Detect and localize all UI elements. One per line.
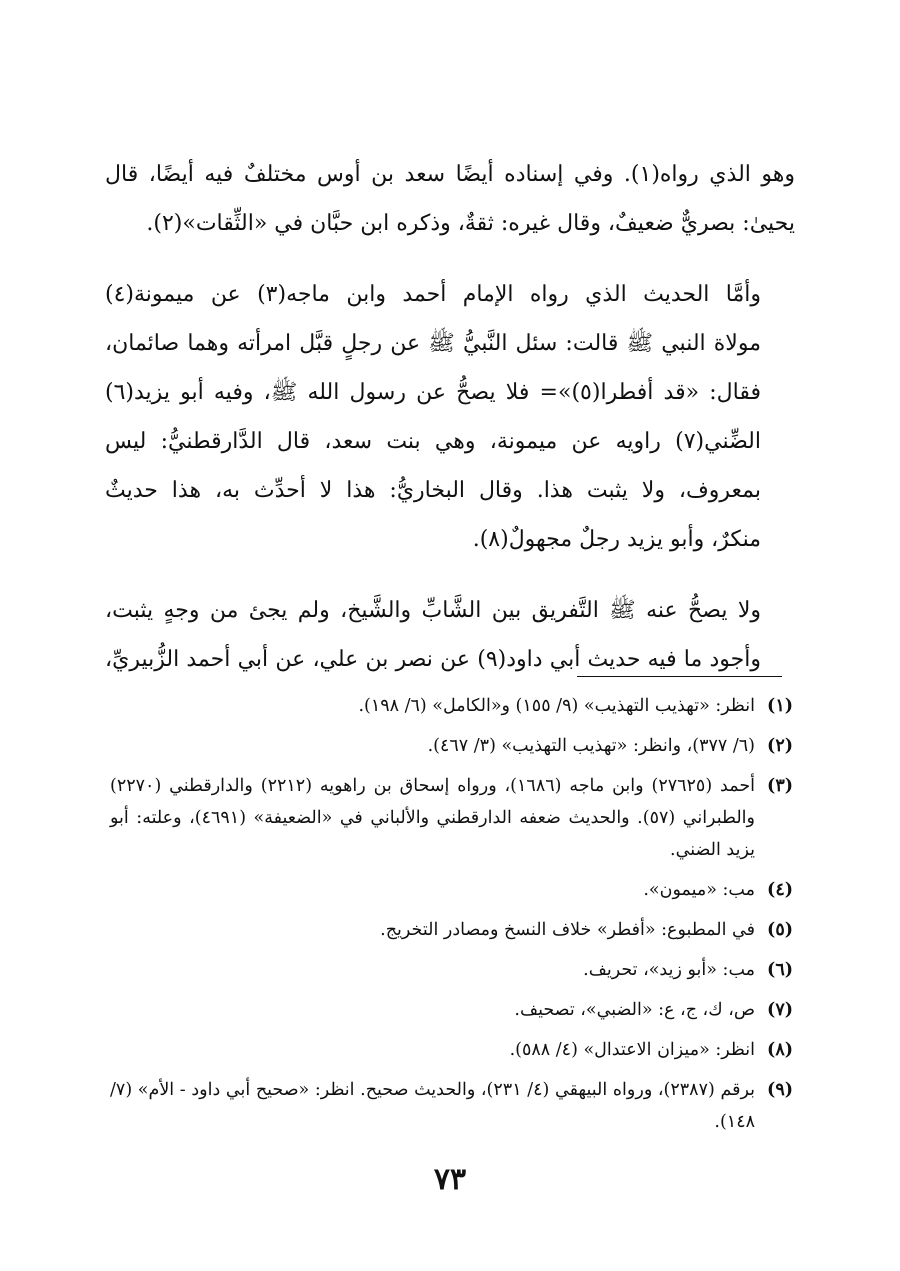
footnote-item — [110, 1034, 793, 1066]
footnote-item — [110, 874, 793, 906]
paragraph-3 — [105, 586, 795, 684]
main-text — [105, 150, 795, 706]
text-line: يحيىٰ: بصريٌّ ضعيفٌ، وقال غيره: ثقةٌ، وذكره ابن حبَّان في «الثِّقات»(٢). — [146, 211, 795, 236]
footnote-item — [110, 954, 793, 986]
paragraph-1 — [105, 150, 795, 248]
footnote-number: (٩) — [767, 1080, 793, 1100]
footnote-number: (٨) — [767, 1040, 793, 1060]
paragraph-2 — [105, 270, 795, 564]
text-line: مولاة النبي ﷺ قالت: سئل النَّبيُّ ﷺ عن رجلٍ قبَّل امرأته وهما صائمان، — [105, 331, 761, 356]
footnote-item — [110, 914, 793, 946]
footnote-number: (٤) — [767, 880, 793, 900]
footnote-number: (٢) — [767, 736, 793, 756]
footnote-number: (٧) — [767, 1000, 793, 1020]
footnotes — [110, 690, 793, 1146]
page-number: ٧٣ — [433, 1162, 467, 1197]
footnote-number: (٥) — [767, 920, 793, 940]
footnote-number: (٣) — [767, 776, 793, 796]
footnote-text: مب: «أبو زيد»، تحريف. — [583, 960, 755, 980]
text-line: الضِّني(٧) راويه عن ميمونة، وهي بنت سعد، قال الدَّارقطنيُّ: ليس — [105, 429, 761, 454]
footnote-item — [110, 730, 793, 762]
text-line: منكرٌ، وأبو يزيد رجلٌ مجهولٌ(٨). — [472, 527, 761, 552]
footnote-text: انظر: «ميزان الاعتدال» (٤/ ٥٨٨). — [509, 1040, 755, 1060]
footnote-item — [110, 770, 793, 866]
footnote-text: برقم (٢٣٨٧)، ورواه البيهقي (٤/ ٢٣١)، والحديث صحيح. انظر: «صحيح أبي داود - الأم» (٧/ ١٤٨). — [110, 1080, 755, 1132]
text-line: ولا يصحُّ عنه ﷺ التَّفريق بين الشَّابِّ والشَّيخ، ولم يجئ من وجهٍ يثبت، — [105, 598, 761, 623]
footnote-text: في المطبوع: «أفطر» خلاف النسخ ومصادر التخريج. — [380, 920, 755, 940]
footnote-text: (٦/ ٣٧٧)، وانظر: «تهذيب التهذيب» (٣/ ٤٦٧). — [427, 736, 755, 756]
footnote-item — [110, 994, 793, 1026]
footnote-separator — [577, 676, 782, 677]
text-line: وأجود ما فيه حديث أبي داود(٩) عن نصر بن علي، عن أبي أحمد الزُّبيريِّ، — [105, 647, 761, 672]
footnote-number: (٦) — [767, 960, 793, 980]
text-line: بمعروف، ولا يثبت هذا. وقال البخاريُّ: هذا لا أحدِّث به، هذا حديثٌ — [105, 478, 761, 503]
footnote-text: ص، ك، ج، ع: «الضبي»، تصحيف. — [514, 1000, 755, 1020]
footnote-text: انظر: «تهذيب التهذيب» (٩/ ١٥٥) و«الكامل» (٦/ ١٩٨). — [358, 696, 755, 716]
footnote-item — [110, 690, 793, 722]
footnote-text: أحمد (٢٧٦٢٥) وابن ماجه (١٦٨٦)، ورواه إسحاق بن راهويه (٢٢١٢) والدارقطني (٢٢٧٠) والطبراني (٥٧). والحديث ضعفه الدارقطني والألباني في «الضعيفة» (٤٦٩١)، وعلته: أبو يزيد الضني. — [110, 776, 755, 860]
footnote-number: (١) — [767, 696, 793, 716]
text-line: فقال: «قد أفطرا(٥)»= فلا يصحُّ عن رسول الله ﷺ، وفيه أبو يزيد(٦) — [105, 380, 761, 405]
footnote-text: مب: «ميمون». — [643, 880, 755, 900]
text-line: وأمَّا الحديث الذي رواه الإمام أحمد وابن ماجه(٣) عن ميمونة(٤) — [105, 282, 761, 307]
text-line: وهو الذي رواه(١). وفي إسناده أيضًا سعد بن أوس مختلفٌ فيه أيضًا، قال — [105, 162, 795, 187]
footnote-item — [110, 1074, 793, 1138]
